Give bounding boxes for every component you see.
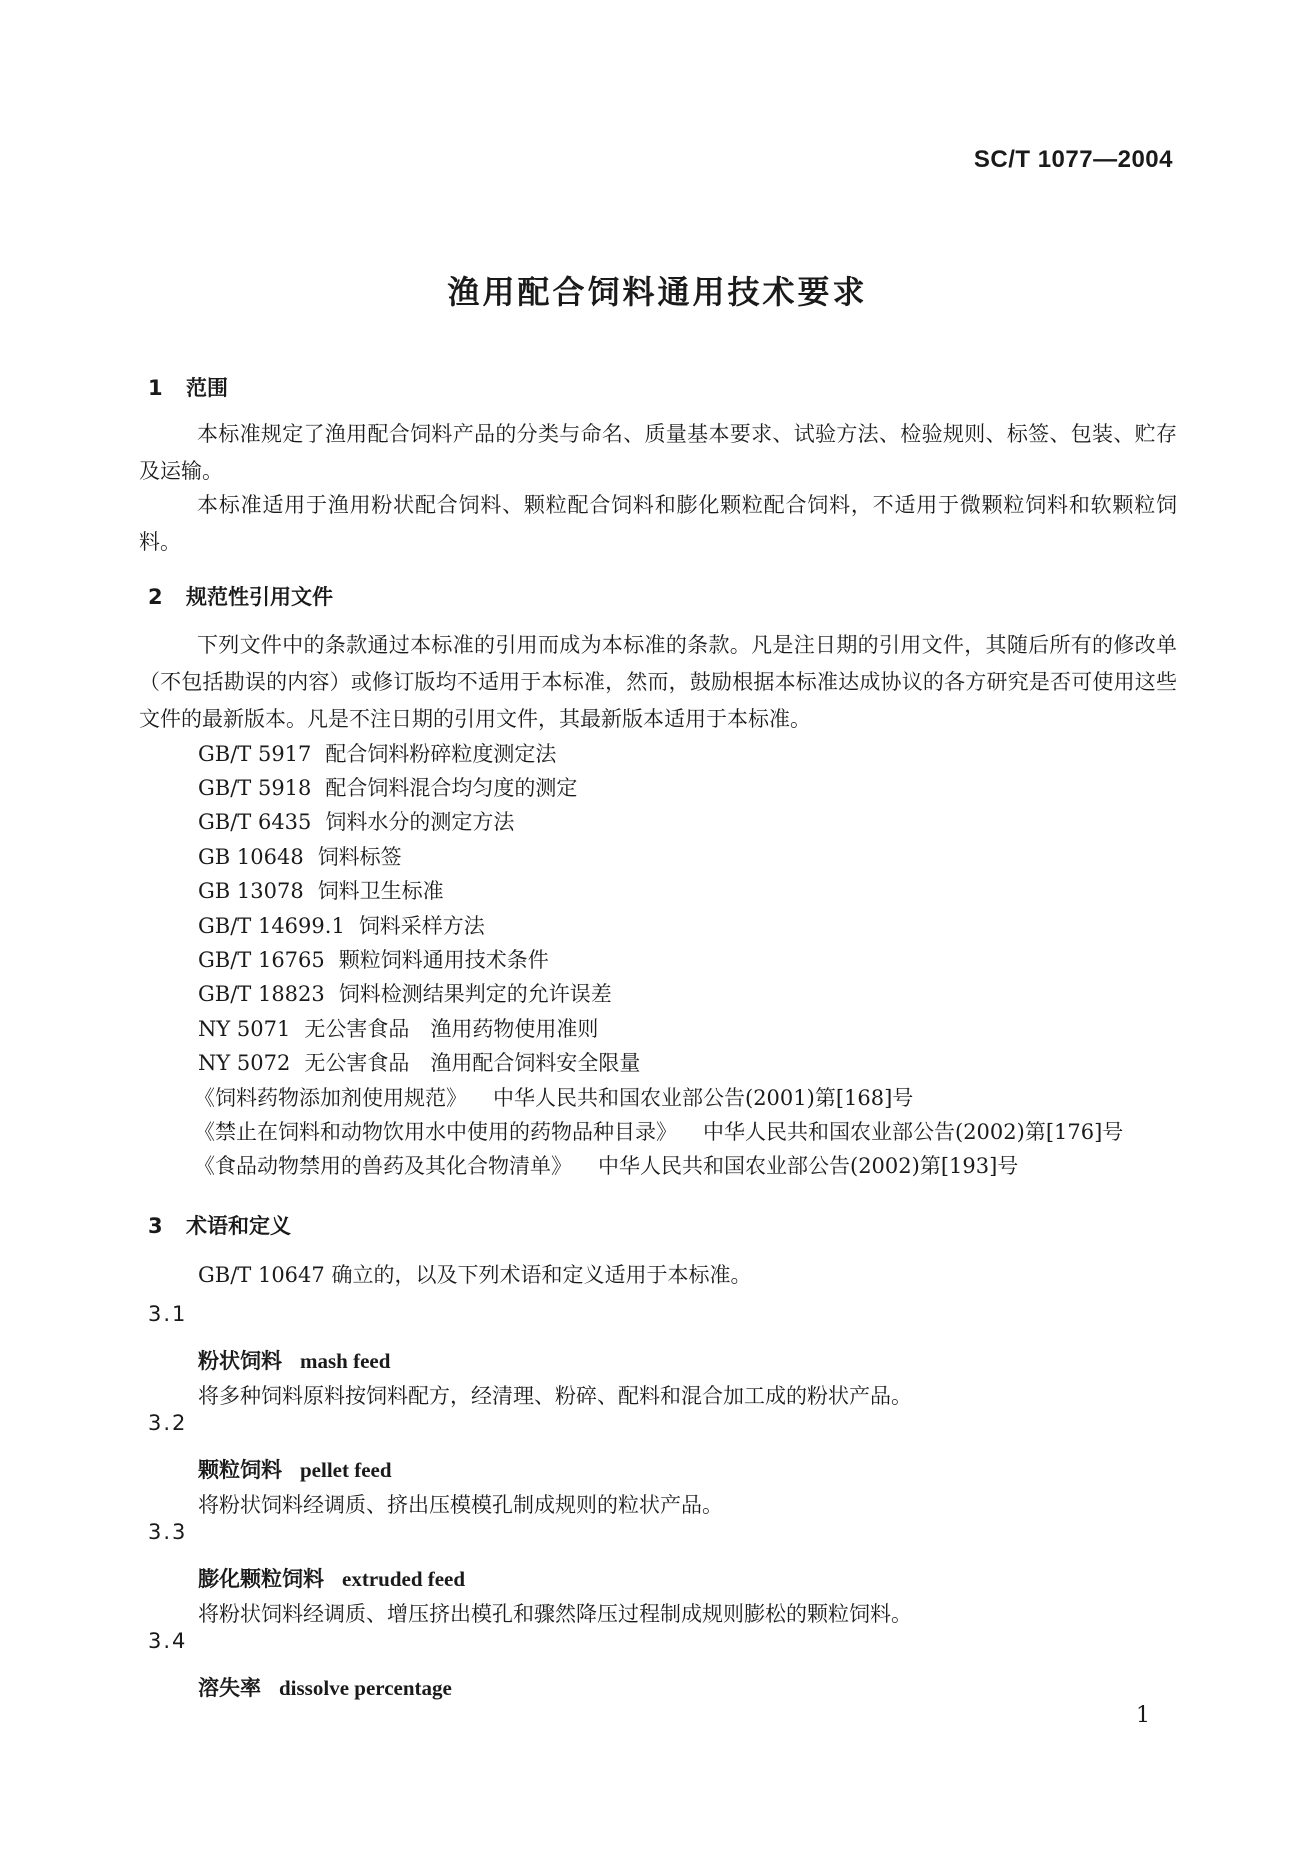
reference-code: GB 10648 [198,845,304,869]
reference-code: GB/T 5918 [198,776,312,800]
document-issuer: 中华人民共和国农业部公告(2002)第[193]号 [598,1154,1019,1178]
reference-code: GB/T 14699.1 [198,914,345,938]
term-number: 3.2 [148,1411,188,1435]
document-title: 《食品动物禁用的兽药及其化合物清单》 [194,1154,572,1178]
section-1-heading [148,372,228,402]
reference-code: NY 5071 [198,1017,291,1041]
term-definition: 将多种饲料原料按饲料配方，经清理、粉碎、配料和混合加工成的粉状产品。 [198,1384,912,1408]
reference-title: 颗粒饲料通用技术条件 [338,948,549,972]
reference-title: 饲料检测结果判定的允许误差 [338,982,612,1006]
term-zh: 膨化颗粒饲料 [198,1566,324,1591]
reference-code: GB/T 18823 [198,982,325,1006]
reference-item [198,806,514,836]
term-en: pellet feed [300,1458,392,1482]
reference-item [198,875,444,905]
standard-code: SC/T 1077—2004 [973,146,1173,173]
reference-item [198,841,402,871]
term-number: 3.3 [148,1520,188,1544]
page-title: 渔用配合饲料通用技术要求 [447,273,868,311]
reference-code: NY 5072 [198,1051,291,1075]
reference-document [194,1150,1018,1180]
references-intro: 下列文件中的条款通过本标准的引用而成为本标准的条款。凡是注日期的引用文件，其随后所有的修改单（不包括勘误的内容）或修订版均不适用于本标准，然而，鼓励根据本标准达成协议的各方研究是否可使用这些文件的最新版本。凡是不注日期的引用文件，其最新版本适用于本标准。 [139,633,1177,731]
reference-title: 饲料卫生标准 [317,879,444,903]
reference-item [198,738,556,768]
reference-document [194,1116,1123,1146]
reference-item [198,1013,598,1043]
term-zh: 粉状饲料 [198,1348,282,1373]
reference-title: 饲料采样方法 [358,914,485,938]
term-zh: 颗粒饲料 [198,1457,282,1482]
term-en: extruded feed [342,1567,466,1591]
term-en: dissolve percentage [279,1676,452,1700]
reference-item [198,1047,640,1077]
reference-code: GB/T 6435 [198,810,312,834]
term-number: 3.1 [148,1302,188,1326]
reference-title: 配合饲料粉碎粒度测定法 [325,742,557,766]
reference-document [194,1082,913,1112]
section-title: 范围 [186,376,228,400]
reference-item [198,978,612,1008]
section-number: 1 [148,376,163,400]
term-heading [198,1563,465,1593]
reference-item [198,944,549,974]
document-title: 《禁止在饲料和动物饮用水中使用的药物品种目录》 [194,1120,677,1144]
section-2-heading [148,581,333,611]
section-title: 术语和定义 [186,1214,291,1238]
document-issuer: 中华人民共和国农业部公告(2002)第[176]号 [703,1120,1124,1144]
term-zh: 溶失率 [198,1675,261,1700]
term-en: mash feed [300,1349,391,1373]
term-number: 3.4 [148,1629,188,1653]
term-heading [198,1345,390,1375]
reference-title: 无公害食品 渔用配合饲料安全限量 [304,1051,641,1075]
scope-paragraph-2: 本标准适用于渔用粉状配合饲料、颗粒配合饲料和膨化颗粒配合饲料，不适用于微颗粒饲料和软颗粒饲料。 [139,493,1177,554]
section-number: 3 [148,1214,163,1238]
section-3-heading [148,1210,291,1240]
reference-title: 饲料标签 [317,845,402,869]
page-number: 1 [1136,1703,1150,1728]
section-number: 2 [148,585,163,609]
reference-title: 配合饲料混合均匀度的测定 [325,776,578,800]
reference-code: GB 13078 [198,879,304,903]
reference-item [198,910,485,940]
reference-code: GB/T 5917 [198,742,312,766]
term-heading [198,1672,452,1702]
document-issuer: 中华人民共和国农业部公告(2001)第[168]号 [493,1086,914,1110]
term-heading [198,1454,392,1484]
reference-title: 饲料水分的测定方法 [325,810,515,834]
reference-title: 无公害食品 渔用药物使用准则 [304,1017,599,1041]
term-definition: 将粉状饲料经调质、挤出压模模孔制成规则的粒状产品。 [198,1493,723,1517]
reference-item [198,772,577,802]
document-title: 《饲料药物添加剂使用规范》 [194,1086,467,1110]
section-title: 规范性引用文件 [186,585,333,609]
term-definition: 将粉状饲料经调质、增压挤出模孔和骤然降压过程制成规则膨松的颗粒饲料。 [198,1602,912,1626]
terms-intro: GB/T 10647 确立的，以及下列术语和定义适用于本标准。 [198,1263,752,1287]
reference-code: GB/T 16765 [198,948,325,972]
scope-paragraph-1: 本标准规定了渔用配合饲料产品的分类与命名、质量基本要求、试验方法、检验规则、标签、包装、贮存及运输。 [139,422,1177,483]
